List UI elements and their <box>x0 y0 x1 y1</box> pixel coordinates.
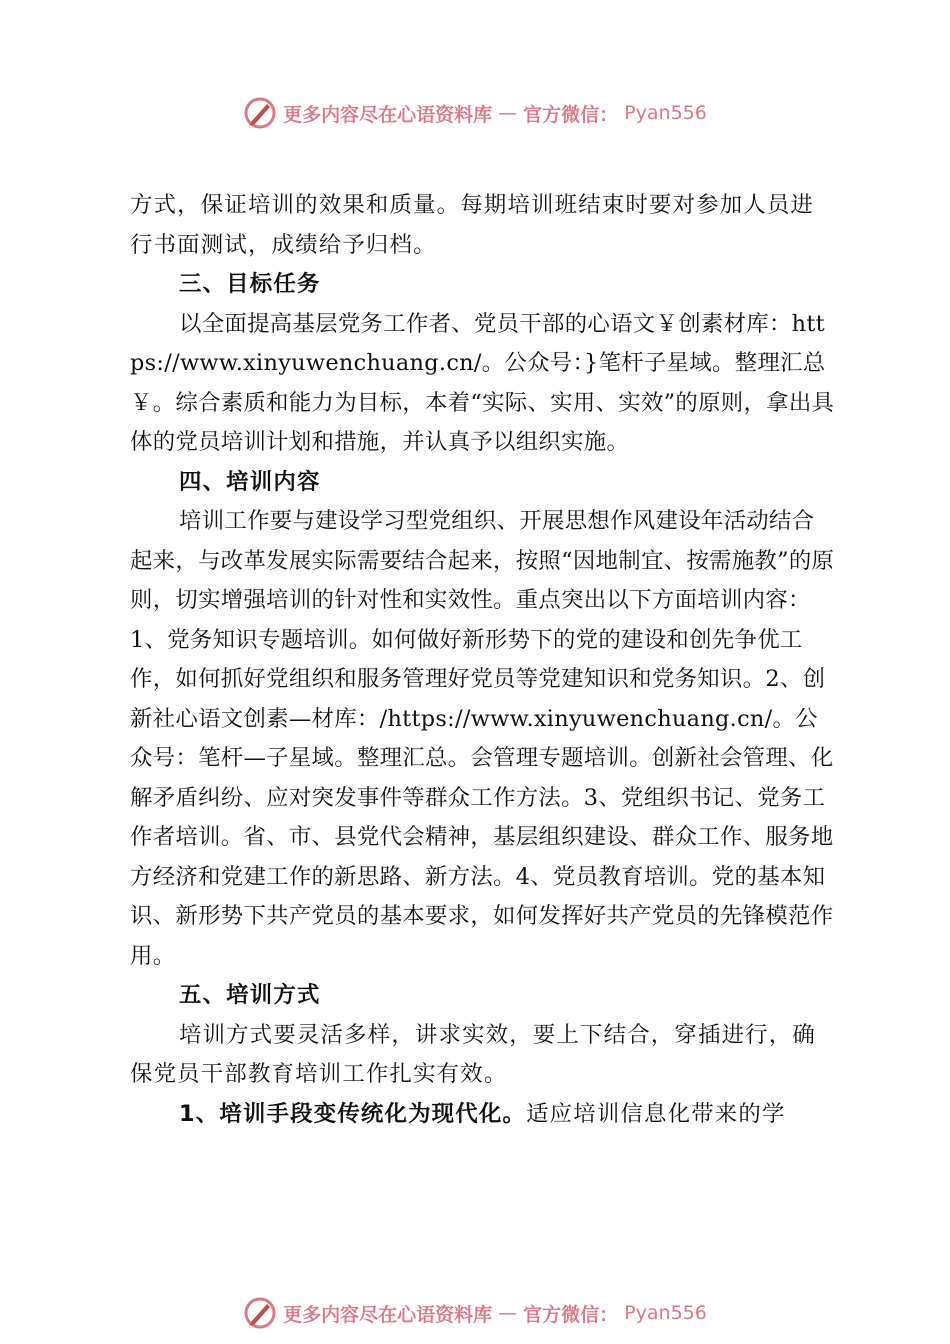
watermark-wechat-id: Pyan556 <box>624 1302 707 1324</box>
method-1-text: 适应培训信息化带来的学 <box>526 1100 786 1127</box>
brush-logo-icon <box>243 96 277 130</box>
watermark-wechat-label: 官方微信： <box>523 103 619 126</box>
watermark-wechat-label: 官方微信： <box>523 1303 619 1326</box>
method-1-title: 1、培训手段变传统化为现代化。 <box>179 1100 527 1127</box>
watermark-separator: — <box>498 102 518 124</box>
watermark-wechat-id: Pyan556 <box>624 102 707 124</box>
section-heading-goals: 三、目标任务 <box>179 271 321 297</box>
paragraph-goals: 以全面提高基层党务工作者、党员干部的心语文￥创素材库：https://www.xinyuwenchuang.cn/。公众号：}笔杆子星域。整理汇总￥。综合素质和能力为目标，本着“实际、实用、实效”的原则，拿出具体的党员培训计划和措施，并认真予以组织实施。 <box>130 310 835 455</box>
footer-watermark <box>0 1296 950 1330</box>
watermark-separator: — <box>498 1302 518 1324</box>
header-watermark <box>0 96 950 130</box>
document-body <box>130 186 836 1134</box>
section-heading-methods: 五、培训方式 <box>179 982 321 1008</box>
paragraph-method-1 <box>130 1095 836 1135</box>
paragraph-methods: 培训方式要灵活多样，讲求实效，要上下结合，穿插进行，确保党员干部教育培训工作扎实有效。 <box>130 1021 816 1087</box>
watermark-text: 更多内容尽在心语资料库 <box>283 103 493 126</box>
paragraph-content: 培训工作要与建设学习型党组织、开展思想作风建设年活动结合起来，与改革发展实际需要结合起来，按照“因地制宜、按需施教”的原则，切实增强培训的针对性和实效性。重点突出以下方面培训内容：1、党务知识专题培训。如何做好新形势下的党的建设和创先争优工作，如何抓好党组织和服务管理好党员等党建知识和党务知识。2、创新社心语文创素—材库：/https://www.xinyuwenchuang.cn/。公众号：笔杆—子星域。整理汇总。会管理专题培训。创新社会管理、化解矛盾纠纷、应对突发事件等群众工作方法。3、党组织书记、党务工作者培训。省、市、县党代会精神，基层组织建设、群众工作、服务地方经济和党建工作的新思路、新方法。4、党员教育培训。党的基本知识、新形势下共产党员的基本要求，如何发挥好共产党员的先锋模范作用。 <box>130 508 835 969</box>
section-heading-content: 四、培训内容 <box>179 468 321 495</box>
brush-logo-icon <box>243 1296 277 1330</box>
watermark-text: 更多内容尽在心语资料库 <box>283 1303 493 1326</box>
paragraph-continuation: 方式，保证培训的效果和质量。每期培训班结束时要对参加人员进行书面测试，成绩给予归档。 <box>130 192 815 258</box>
